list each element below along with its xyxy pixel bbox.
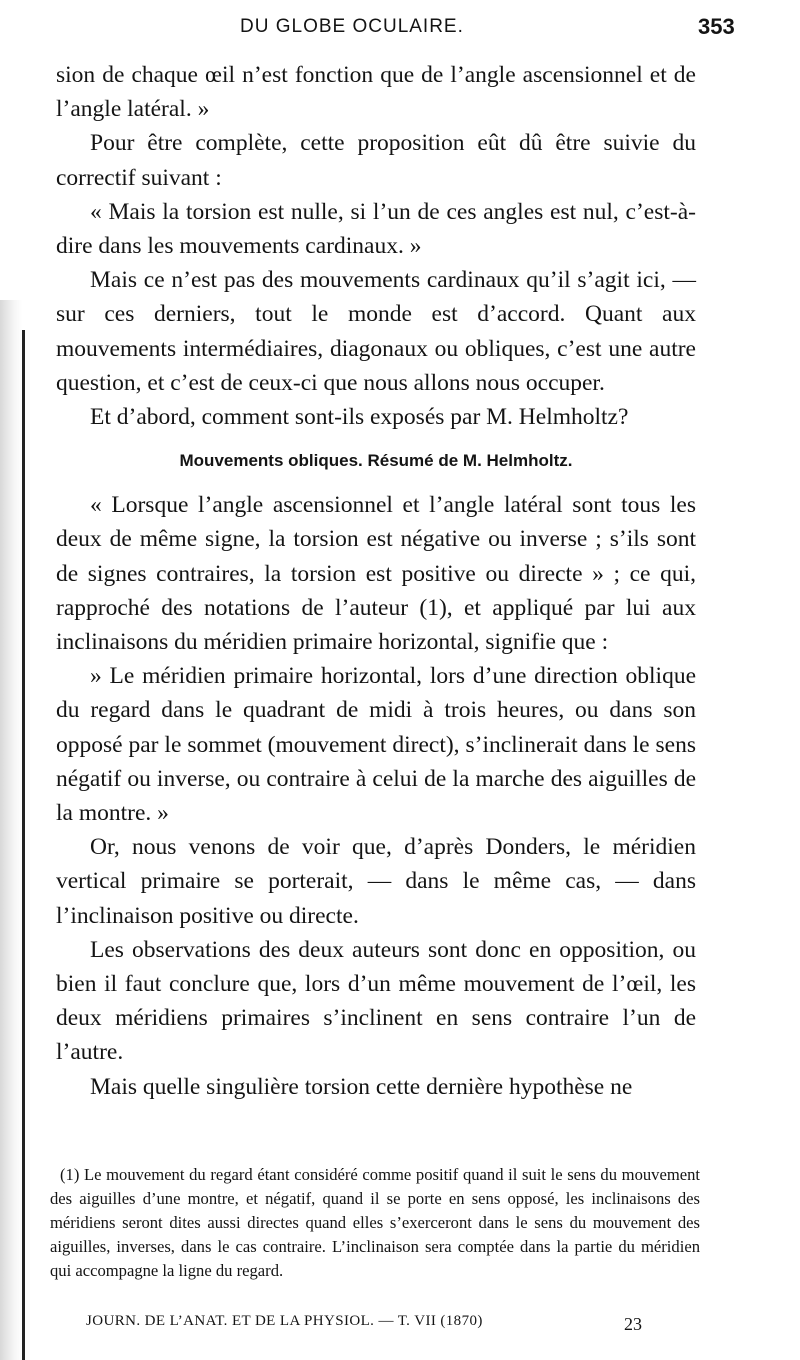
- section-heading: Mouvements obliques. Résumé de M. Helmholtz.: [179, 451, 573, 471]
- paragraph: Les observations des deux auteurs sont donc en opposition, ou bien il faut conclure que, lors d’un même mouvement de l’œil, les deux méridiens primaires s’inclinent en sens contraire l’un de l’autre.: [56, 936, 696, 1066]
- paragraph: Or, nous venons de voir que, d’après Donders, le méridien vertical primaire se porterait, — dans le même cas, — dans l’inclinaison positive ou directe.: [56, 834, 696, 929]
- journal-citation: JOURN. DE L’ANAT. ET DE LA PHYSIOL. — T. VII (1870): [86, 1313, 483, 1329]
- paragraph: Mais ce n’est pas des mouvements cardinaux qu’il s’agit ici, — sur ces derniers, tout le monde est d’accord. Quant aux mouvements intermédiaires, diagonaux ou obliques, c’est une autre question, et c’est de ceux-ci que nous allons nous occuper.: [56, 267, 696, 396]
- running-header: [0, 14, 800, 44]
- binding-shadow: [0, 300, 22, 1360]
- footnotes: [50, 1163, 700, 1283]
- body-text: [56, 58, 696, 1104]
- footnote: (1) Le mouvement du regard étant considéré comme positif quand il suit le sens du mouvement des aiguilles d’une montre, et négatif, quand il se porte en sens opposé, les inclinaisons des méridiens seront dites aussi directes quand elles s’exerceront dans le sens du mouvement des aiguilles, inverses, dans le cas contraire. L’inclinaison sera comptée dans la partie du méridien qui accompagne la ligne du regard.: [50, 1165, 700, 1280]
- paragraph: Mais quelle singulière torsion cette dernière hypothèse ne: [90, 1073, 633, 1100]
- running-title: DU GLOBE OCULAIRE.: [240, 16, 464, 37]
- paragraph: sion de chaque œil n’est fonction que de l’angle ascensionnel et de l’angle latéral. »: [56, 62, 696, 123]
- paragraph: » Le méridien primaire horizontal, lors d’une direction oblique du regard dans le quadrant de midi à trois heures, ou dans son opposé par le sommet (mouvement direct), s’inclinerait dans le sens négatif ou inverse, ou contraire à celui de la marche des aiguilles de la montre. »: [56, 663, 696, 827]
- paragraph: « Lorsque l’angle ascensionnel et l’angle latéral sont tous les deux de même signe, la torsion est négative ou inverse ; s’ils sont de signes contraires, la torsion est positive ou directe » ; ce qui, rapproché des notations de l’auteur (1), et appliqué par lui aux inclinaisons du méridien primaire horizontal, signifie que :: [56, 492, 696, 656]
- signature-mark: 23: [624, 1314, 642, 1334]
- page-number: 353: [698, 14, 735, 39]
- binding-edge: [22, 330, 25, 1360]
- paragraph: « Mais la torsion est nulle, si l’un de ces angles est nul, c’est-à-dire dans les mouvements cardinaux. »: [56, 198, 696, 260]
- paragraph: Et d’abord, comment sont-ils exposés par M. Helmholtz?: [90, 404, 629, 431]
- paragraph: Pour être complète, cette proposition eût dû être suivie du correctif suivant :: [56, 130, 696, 191]
